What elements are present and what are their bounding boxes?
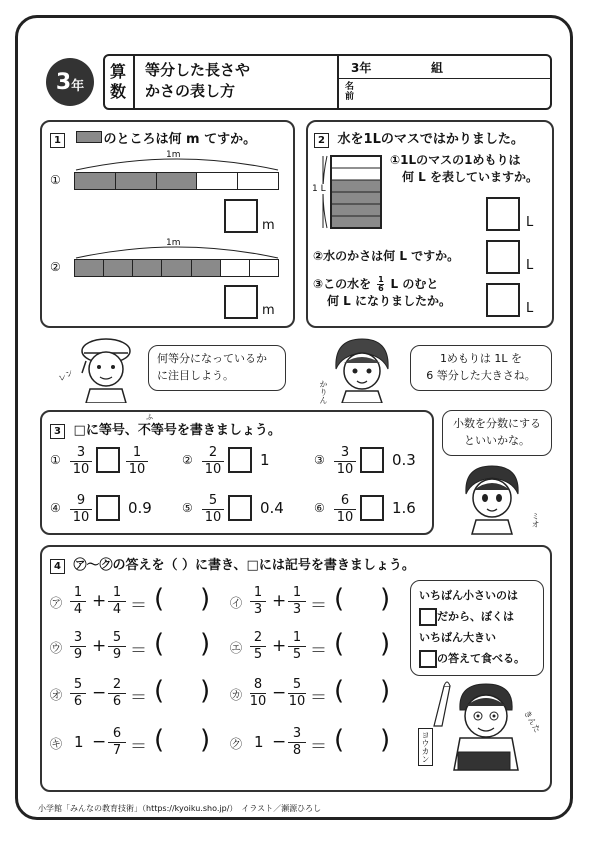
q3-left-numerator: 6 bbox=[340, 493, 350, 508]
title-line-2: かさの表し方 bbox=[145, 82, 236, 100]
q3-right-value: 1 bbox=[260, 451, 270, 469]
q2-part-3-line-2: 何 L になりましたか。 bbox=[327, 294, 452, 308]
footer-credit: 小学館「みんなの教育技術」（https://kyoiku.sho.jp/） イラスト／瀬源ひろし bbox=[38, 804, 322, 813]
q3-item-label: ③ bbox=[314, 453, 325, 467]
subject-label bbox=[103, 54, 135, 110]
q4-term-2-fraction bbox=[108, 678, 126, 709]
q3-left-denominator: 10 bbox=[72, 462, 90, 477]
karin-speech-bubble bbox=[410, 345, 552, 391]
q4-term-1-fraction bbox=[250, 631, 266, 662]
q4-item-label: ㋑ bbox=[230, 596, 243, 610]
cup-scale-label: 1 L bbox=[312, 184, 326, 194]
q4-term-2-fraction bbox=[108, 586, 126, 617]
name-label-2: 前 bbox=[345, 92, 355, 102]
q3-right-value: 0.3 bbox=[392, 451, 416, 469]
q4-equals: ＝ bbox=[130, 737, 147, 757]
q4-left-paren: ( bbox=[334, 725, 345, 755]
q4-term-2-denominator: 8 bbox=[292, 743, 302, 758]
note-answer-box-1[interactable] bbox=[419, 608, 437, 626]
bar-segment bbox=[103, 259, 133, 277]
q3-left-fraction bbox=[70, 446, 92, 477]
q1-item-2-label: ② bbox=[50, 260, 61, 274]
q4-right-paren: ) bbox=[200, 584, 211, 614]
q3-item-label: ② bbox=[182, 453, 193, 467]
bar-segment bbox=[115, 172, 157, 190]
kinta-illustration bbox=[414, 680, 542, 780]
q4-term-2-denominator: 7 bbox=[112, 743, 122, 758]
q3-item-label: ⑤ bbox=[182, 501, 193, 515]
q3-right-denominator: 10 bbox=[128, 462, 146, 477]
q4-item-label: ㋔ bbox=[50, 688, 63, 702]
student-info bbox=[337, 54, 552, 110]
q4-right-paren: ) bbox=[380, 725, 391, 755]
q4-term-2-fraction bbox=[288, 586, 306, 617]
q4-equals: ＝ bbox=[310, 688, 327, 708]
q4-right-paren: ) bbox=[380, 629, 391, 659]
question-2-number: 2 bbox=[314, 133, 329, 148]
q3-left-numerator: 2 bbox=[208, 445, 218, 460]
q2-part-1 bbox=[390, 152, 538, 186]
q4-term-2-denominator: 5 bbox=[292, 647, 302, 662]
q3-left-denominator: 10 bbox=[336, 462, 354, 477]
q3-left-denominator: 10 bbox=[336, 510, 354, 525]
q3-right-numerator: 1 bbox=[132, 445, 142, 460]
bar-segment bbox=[132, 259, 162, 277]
note-line-2: だから、ぼくは bbox=[437, 610, 514, 623]
q4-right-paren: ) bbox=[380, 584, 391, 614]
bar-segment bbox=[191, 259, 221, 277]
q3-item-label: ④ bbox=[50, 501, 61, 515]
q4-term-2-numerator: 1 bbox=[292, 585, 302, 600]
q4-left-paren: ( bbox=[334, 676, 345, 706]
name-field[interactable] bbox=[345, 82, 354, 102]
furigana-fu: ふ bbox=[146, 413, 153, 421]
q4-operator: − bbox=[92, 683, 107, 703]
q2-fraction-num: 1 bbox=[378, 275, 384, 284]
subject-bottom: 数 bbox=[109, 82, 126, 101]
q4-term-2-fraction bbox=[288, 678, 306, 709]
q4-left-paren: ( bbox=[334, 629, 345, 659]
q4-term-2-fraction bbox=[288, 631, 306, 662]
q3-left-numerator: 3 bbox=[340, 445, 350, 460]
q3-left-denominator: 10 bbox=[72, 510, 90, 525]
q4-term-1-denominator: 3 bbox=[253, 602, 263, 617]
q1-answer-box-2[interactable] bbox=[224, 285, 258, 319]
karin-bubble-line-1: 1めもりは 1L を bbox=[439, 352, 523, 365]
q4-right-paren: ) bbox=[380, 676, 391, 706]
q4-right-paren: ) bbox=[200, 629, 211, 659]
q4-right-paren: ) bbox=[200, 676, 211, 706]
karin-name: かりん bbox=[319, 380, 328, 404]
worksheet-title bbox=[145, 60, 250, 102]
q4-left-paren: ( bbox=[154, 584, 165, 614]
q2-part-1-line-1: ①1Lのマスの1めもりは bbox=[390, 153, 521, 167]
q4-term-2-denominator: 6 bbox=[112, 694, 122, 709]
q3-answer-box[interactable] bbox=[96, 447, 120, 473]
q4-term-2-numerator: 5 bbox=[112, 630, 122, 645]
note-line-1: いちばん小さいのは bbox=[419, 589, 518, 602]
q4-operator: + bbox=[272, 636, 287, 656]
q4-operator: + bbox=[272, 591, 287, 611]
question-1-number: 1 bbox=[50, 133, 65, 148]
q2-answer-box-1[interactable] bbox=[486, 197, 520, 231]
ren-illustration bbox=[62, 333, 142, 403]
q4-term-1-fraction bbox=[70, 631, 86, 662]
bar-segment bbox=[220, 259, 250, 277]
q4-equals: ＝ bbox=[130, 641, 147, 661]
question-1-heading bbox=[50, 128, 256, 148]
q3-right-fraction bbox=[126, 446, 148, 477]
q2-fraction-den: 6 bbox=[378, 284, 384, 293]
bar-1-length-label: 1m bbox=[166, 150, 181, 160]
shade-swatch bbox=[76, 131, 102, 143]
note-line-3: いちばん大きい bbox=[419, 631, 496, 644]
q2-answer-box-3[interactable] bbox=[486, 283, 520, 317]
q2-part-2: ②水のかさは何 L ですか。 bbox=[313, 249, 460, 263]
q4-operator: − bbox=[272, 683, 287, 703]
q4-item-label: ㋕ bbox=[230, 688, 243, 702]
ren-bubble-line-2: に注目しよう。 bbox=[157, 369, 234, 382]
q4-item-label: ㋗ bbox=[230, 737, 243, 751]
q4-term-1-denominator: 6 bbox=[73, 694, 83, 709]
q2-part-3-text-b: L のむと bbox=[390, 277, 439, 291]
q3-left-numerator: 5 bbox=[208, 493, 218, 508]
question-4-heading bbox=[50, 554, 415, 574]
q2-unit-1: L bbox=[526, 215, 534, 230]
q2-part-3-text-a: ③この水を bbox=[313, 277, 372, 291]
subject-top: 算 bbox=[109, 62, 126, 81]
q4-left-paren: ( bbox=[154, 629, 165, 659]
q3-left-fraction bbox=[70, 494, 92, 525]
q3-left-numerator: 3 bbox=[76, 445, 86, 460]
q4-operator: + bbox=[92, 591, 107, 611]
kinta-speech-bubble bbox=[410, 580, 544, 676]
q4-left-paren: ( bbox=[334, 584, 345, 614]
q4-equals: ＝ bbox=[310, 737, 327, 757]
q4-term-2-numerator: 2 bbox=[112, 677, 122, 692]
q4-operator: − bbox=[272, 732, 287, 752]
q2-unit-2: L bbox=[526, 258, 534, 273]
ren-speech-bubble bbox=[148, 345, 286, 391]
q3-left-denominator: 10 bbox=[204, 510, 222, 525]
q3-left-fraction bbox=[202, 494, 224, 525]
title-line-1: 等分した長さや bbox=[145, 61, 251, 79]
q4-term-2-denominator: 3 bbox=[292, 602, 302, 617]
bar-segment bbox=[74, 259, 104, 277]
grade-badge bbox=[46, 58, 94, 106]
note-answer-box-2[interactable] bbox=[419, 650, 437, 668]
question-3-number: 3 bbox=[50, 424, 65, 439]
q4-term-1-denominator: 4 bbox=[73, 602, 83, 617]
q3-item-label: ⑥ bbox=[314, 501, 325, 515]
name-label-1: 名 bbox=[345, 82, 355, 92]
q4-item-label: ㋓ bbox=[230, 641, 243, 655]
question-1-title: のところは何 m てすか。 bbox=[103, 132, 257, 147]
q4-term-1-whole: 1 bbox=[254, 733, 264, 751]
q4-left-paren: ( bbox=[154, 676, 165, 706]
question-3-title: □に等号、不等号を書きましょう。 bbox=[73, 423, 281, 438]
q4-term-1-numerator: 3 bbox=[73, 630, 83, 645]
bar-2 bbox=[74, 259, 278, 277]
q4-term-1-numerator: 5 bbox=[73, 677, 83, 692]
q4-term-1-whole: 1 bbox=[74, 733, 84, 751]
q4-term-2-numerator: 5 bbox=[292, 677, 302, 692]
ren-bubble-line-1: 何等分になっているか bbox=[157, 352, 267, 365]
q4-term-2-numerator: 1 bbox=[112, 585, 122, 600]
q3-left-denominator: 10 bbox=[204, 462, 222, 477]
question-2-heading bbox=[314, 128, 524, 148]
q3-left-fraction bbox=[202, 446, 224, 477]
q1-unit-1: m bbox=[262, 218, 275, 233]
q4-item-label: ㋒ bbox=[50, 641, 63, 655]
q4-right-paren: ) bbox=[200, 725, 211, 755]
q2-fraction bbox=[377, 276, 384, 293]
grade-number: 3 bbox=[55, 69, 72, 95]
grade-class-row bbox=[339, 54, 552, 79]
q4-item-label: ㋖ bbox=[50, 737, 63, 751]
bar-segment bbox=[74, 172, 116, 190]
q4-equals: ＝ bbox=[130, 688, 147, 708]
mio-bubble-line-2: といいかな。 bbox=[464, 434, 530, 447]
q4-term-1-denominator: 5 bbox=[253, 647, 263, 662]
kinta-name: きんた bbox=[522, 708, 542, 735]
q2-unit-3: L bbox=[526, 301, 534, 316]
question-2-title: 水を1Lのマスではかりました。 bbox=[337, 132, 524, 147]
question-4-number: 4 bbox=[50, 559, 65, 574]
q1-item-1-label: ① bbox=[50, 173, 61, 187]
q4-term-1-fraction bbox=[250, 678, 266, 709]
q4-term-2-fraction bbox=[108, 631, 126, 662]
q4-term-2-denominator: 9 bbox=[112, 647, 122, 662]
bar-segment bbox=[161, 259, 191, 277]
grade-field[interactable]: 3年 bbox=[351, 61, 372, 75]
karin-illustration bbox=[324, 333, 400, 403]
q4-term-2-fraction bbox=[108, 727, 126, 758]
q4-term-1-denominator: 9 bbox=[73, 647, 83, 662]
q4-equals: ＝ bbox=[130, 596, 147, 616]
q2-part-3 bbox=[313, 276, 451, 310]
q2-answer-box-2[interactable] bbox=[486, 240, 520, 274]
mio-illustration bbox=[458, 462, 528, 536]
q2-part-1-line-2: 何 L を表していますか。 bbox=[402, 170, 539, 184]
grade-kanji: 年 bbox=[71, 78, 85, 94]
q3-item-label: ① bbox=[50, 453, 61, 467]
ren-name: レン bbox=[56, 367, 76, 384]
q3-left-fraction bbox=[334, 446, 356, 477]
bar-segment bbox=[249, 259, 279, 277]
q3-left-fraction bbox=[334, 494, 356, 525]
class-field[interactable]: 組 bbox=[431, 61, 444, 75]
q3-answer-box[interactable] bbox=[228, 495, 252, 521]
q3-left-numerator: 9 bbox=[76, 493, 86, 508]
q4-term-2-numerator: 1 bbox=[292, 630, 302, 645]
karin-bubble-line-2: 6 等分した大きさね。 bbox=[426, 369, 536, 382]
bar-2-length-label: 1m bbox=[166, 238, 181, 248]
question-4-title: ㋐〜㋗の答えを（ ）に書き、□には記号を書きましょう。 bbox=[73, 558, 415, 573]
q4-term-2-numerator: 6 bbox=[112, 726, 122, 741]
bar-1 bbox=[74, 172, 278, 190]
q4-term-2-fraction bbox=[288, 727, 306, 758]
q4-equals: ＝ bbox=[310, 596, 327, 616]
q4-term-1-denominator: 10 bbox=[249, 694, 267, 709]
mio-bubble-line-1: 小数を分数にする bbox=[453, 417, 541, 430]
mio-speech-bubble bbox=[442, 410, 552, 456]
q4-operator: + bbox=[92, 636, 107, 656]
q4-operator: − bbox=[92, 732, 107, 752]
q4-left-paren: ( bbox=[154, 725, 165, 755]
question-3-heading bbox=[50, 419, 281, 439]
q4-term-1-numerator: 1 bbox=[73, 585, 83, 600]
q4-term-1-numerator: 1 bbox=[253, 585, 263, 600]
q1-answer-box-1[interactable] bbox=[224, 199, 258, 233]
mio-name: ミオ bbox=[531, 512, 540, 528]
q3-right-value: 0.9 bbox=[128, 499, 152, 517]
q3-right-value: 0.4 bbox=[260, 499, 284, 517]
bar-segment bbox=[196, 172, 238, 190]
q4-term-1-fraction bbox=[70, 586, 86, 617]
q3-answer-box[interactable] bbox=[360, 447, 384, 473]
q3-answer-box[interactable] bbox=[96, 495, 120, 521]
q4-term-1-fraction bbox=[70, 678, 86, 709]
q3-answer-box[interactable] bbox=[360, 495, 384, 521]
q4-term-1-numerator: 2 bbox=[253, 630, 263, 645]
q4-term-2-denominator: 4 bbox=[112, 602, 122, 617]
q4-equals: ＝ bbox=[310, 641, 327, 661]
q4-term-2-numerator: 3 bbox=[292, 726, 302, 741]
q4-term-1-fraction bbox=[250, 586, 266, 617]
q3-answer-box[interactable] bbox=[228, 447, 252, 473]
q4-term-2-denominator: 10 bbox=[288, 694, 306, 709]
bar-segment bbox=[156, 172, 198, 190]
q3-right-value: 1.6 bbox=[392, 499, 416, 517]
q1-unit-2: m bbox=[262, 303, 275, 318]
q4-item-label: ㋐ bbox=[50, 596, 63, 610]
bar-segment bbox=[237, 172, 279, 190]
yokan-label: ヨウカン bbox=[418, 728, 433, 766]
note-line-4: の答えて食べる。 bbox=[437, 652, 525, 665]
q4-term-1-numerator: 8 bbox=[253, 677, 263, 692]
